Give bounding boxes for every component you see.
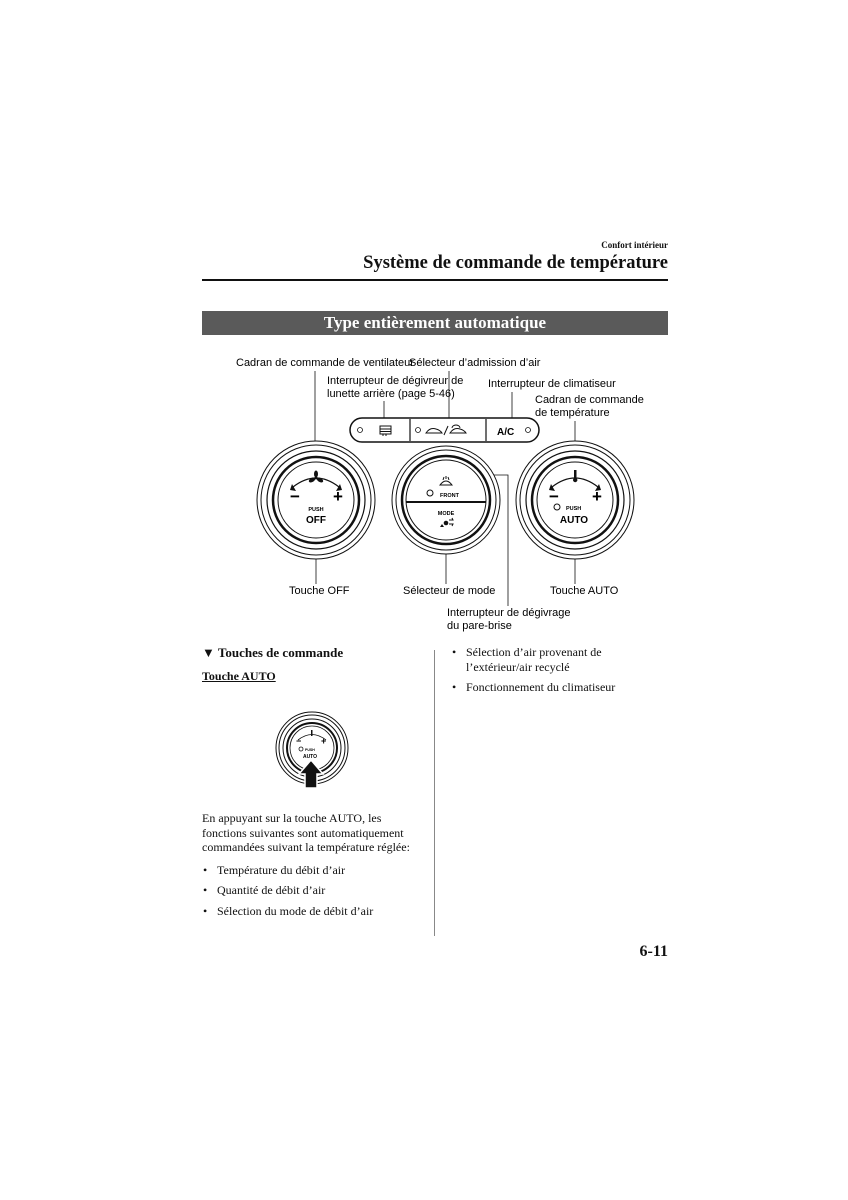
ac-label: A/C <box>497 427 515 438</box>
page-number: 6-11 <box>639 943 668 960</box>
callout-fan-dial: Cadran de commande de ventilateur <box>236 357 414 369</box>
bullet-dot: • <box>452 645 457 659</box>
auto-subheading: Touche AUTO <box>202 669 276 683</box>
auto-intro: En appuyant sur la touche AUTO, les fonctions suivantes sont automatiquement commandées suivant la température réglée: <box>202 811 410 854</box>
mini-push-label: PUSH <box>305 748 315 752</box>
auto-push-label: PUSH <box>566 506 582 512</box>
bullet-dot: • <box>203 883 208 897</box>
callout-temp-dial-1: Cadran de commande <box>535 394 644 406</box>
column-divider <box>434 650 435 936</box>
bullet-dot: • <box>452 680 457 694</box>
off-label: OFF <box>306 515 326 526</box>
temperature-dial <box>516 441 634 559</box>
callout-rear-defog-2: lunette arrière (page 5-46) <box>327 388 455 400</box>
page-title: Système de commande de température <box>363 253 668 273</box>
mini-minus: − <box>296 736 302 746</box>
fan-minus: − <box>290 487 300 506</box>
front-label: FRONT <box>440 493 459 499</box>
temp-minus: − <box>549 487 559 506</box>
list-item: • Température du débit d’air <box>203 862 346 877</box>
list-item: • Fonctionnement du climatiseur <box>452 680 616 694</box>
callout-windshield-defrost-2: du pare-brise <box>447 620 512 632</box>
off-push-label: PUSH <box>308 507 324 513</box>
temp-plus: + <box>592 487 602 506</box>
controls-heading-text: Touches de commande <box>217 645 344 660</box>
callout-intake-selector: Sélecteur d’admission d’air <box>409 357 541 369</box>
mini-auto-label: AUTO <box>302 754 318 760</box>
mode-dial <box>392 446 500 554</box>
section-banner: Type entièrement automatique <box>202 311 668 335</box>
list-item: • Sélection d’air provenant de l’extérieur/air recyclé <box>452 645 602 674</box>
controls-heading <box>202 645 343 661</box>
auto-description <box>202 811 417 924</box>
callout-windshield-defrost-1: Interrupteur de dégivrage <box>447 607 571 619</box>
fan-dial <box>257 441 375 559</box>
callout-mode-selector: Sélecteur de mode <box>403 585 496 597</box>
bullet-dot: • <box>203 903 208 918</box>
left-bullet-list <box>202 863 417 919</box>
bullet-dot: • <box>203 862 208 877</box>
mini-plus: + <box>321 736 327 746</box>
section-label: Confort intérieur <box>601 240 668 250</box>
mode-label: MODE <box>437 511 455 517</box>
auto-label: AUTO <box>559 515 589 526</box>
right-column <box>451 645 651 701</box>
callout-rear-defog-1: Interrupteur de dégivreur de <box>327 375 464 387</box>
callout-temp-dial-2: de température <box>535 407 610 419</box>
list-item: • Quantité de débit d’air <box>203 883 326 897</box>
callout-off-button: Touche OFF <box>289 585 350 597</box>
right-bullet-list <box>451 645 651 695</box>
list-item: • Sélection du mode de débit d’air <box>203 903 374 918</box>
callout-auto-button: Touche AUTO <box>550 585 619 597</box>
heading-marker: ▼ <box>202 645 215 660</box>
top-switch-bar <box>350 418 539 442</box>
auto-button-illustration <box>274 708 354 798</box>
callout-ac-switch: Interrupteur de climatiseur <box>488 378 616 390</box>
fan-plus: + <box>333 487 343 506</box>
